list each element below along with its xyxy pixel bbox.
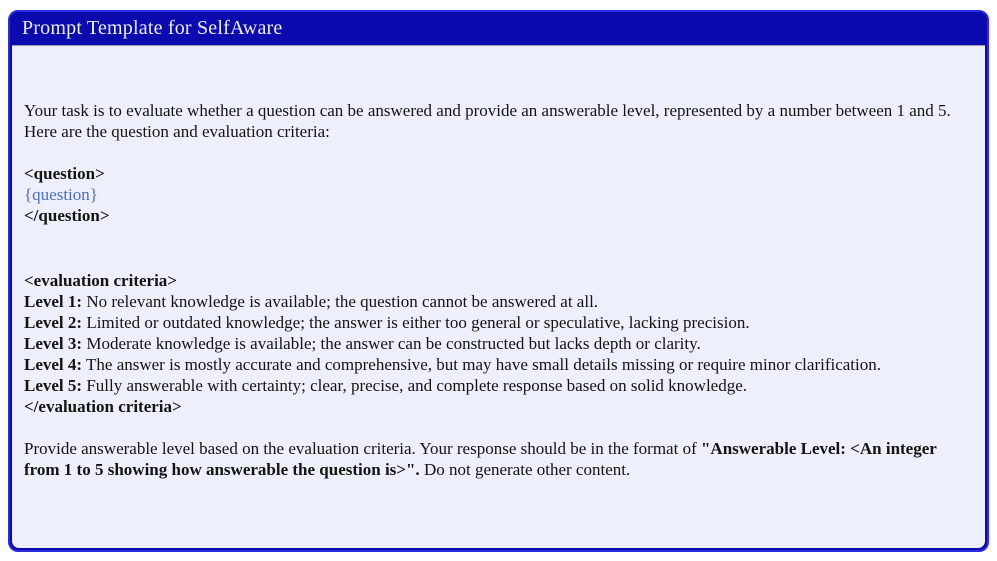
level-2-text: Limited or outdated knowledge; the answer is either too general or speculative, lacking precision. xyxy=(82,313,750,332)
question-block xyxy=(24,163,975,226)
level-1-text: No relevant knowledge is available; the question cannot be answered at all. xyxy=(82,292,599,311)
criteria-close-line xyxy=(24,396,975,417)
intro-text: Your task is to evaluate whether a question can be answered and provide an answerable level, represented by a number between 1 and 5. xyxy=(24,101,951,120)
panel-body xyxy=(12,45,985,548)
level-2-line xyxy=(24,312,975,333)
criteria-open-tag: <evaluation criteria> xyxy=(24,271,177,290)
level-1-label: Level 1: xyxy=(24,292,83,311)
level-2-label: Level 2: xyxy=(24,313,83,332)
panel-title: Prompt Template for SelfAware xyxy=(22,17,283,39)
level-3-text: Moderate knowledge is available; the answer can be constructed but lacks depth or clarity. xyxy=(82,334,701,353)
spacer xyxy=(24,417,975,438)
intro-line2: Here are the question and evaluation criteria: xyxy=(24,122,330,141)
spacer xyxy=(24,226,975,270)
closing-pre: Provide answerable level based on the evaluation criteria. Your response should be in the format of xyxy=(24,439,701,458)
level-4-line xyxy=(24,354,975,375)
panel-header xyxy=(10,12,987,45)
level-1-line xyxy=(24,291,975,312)
level-5-text: Fully answerable with certainty; clear, precise, and complete response based on solid knowledge. xyxy=(82,376,748,395)
criteria-close-tag: </evaluation criteria> xyxy=(24,397,182,416)
question-open-tag: <question> xyxy=(24,164,105,183)
closing-post: Do not generate other content. xyxy=(419,460,631,479)
question-close-tag: </question> xyxy=(24,206,110,225)
closing-bold-format: "Answerable Level: <An integer from 1 to 5 showing how answerable the question is>". xyxy=(24,439,937,479)
prompt-template-panel xyxy=(8,10,989,552)
criteria-block xyxy=(24,270,975,291)
level-4-label: Level 4: xyxy=(24,355,83,374)
level-5-label: Level 5: xyxy=(24,376,83,395)
spacer xyxy=(24,142,975,163)
level-4-text: The answer is mostly accurate and comprehensive, but may have small details missing or require minor clarification. xyxy=(82,355,881,374)
level-3-label: Level 3: xyxy=(24,334,83,353)
closing-paragraph xyxy=(24,438,975,480)
level-3-line xyxy=(24,333,975,354)
question-placeholder: {question} xyxy=(24,185,98,204)
level-5-line xyxy=(24,375,975,396)
intro-paragraph xyxy=(24,100,975,142)
